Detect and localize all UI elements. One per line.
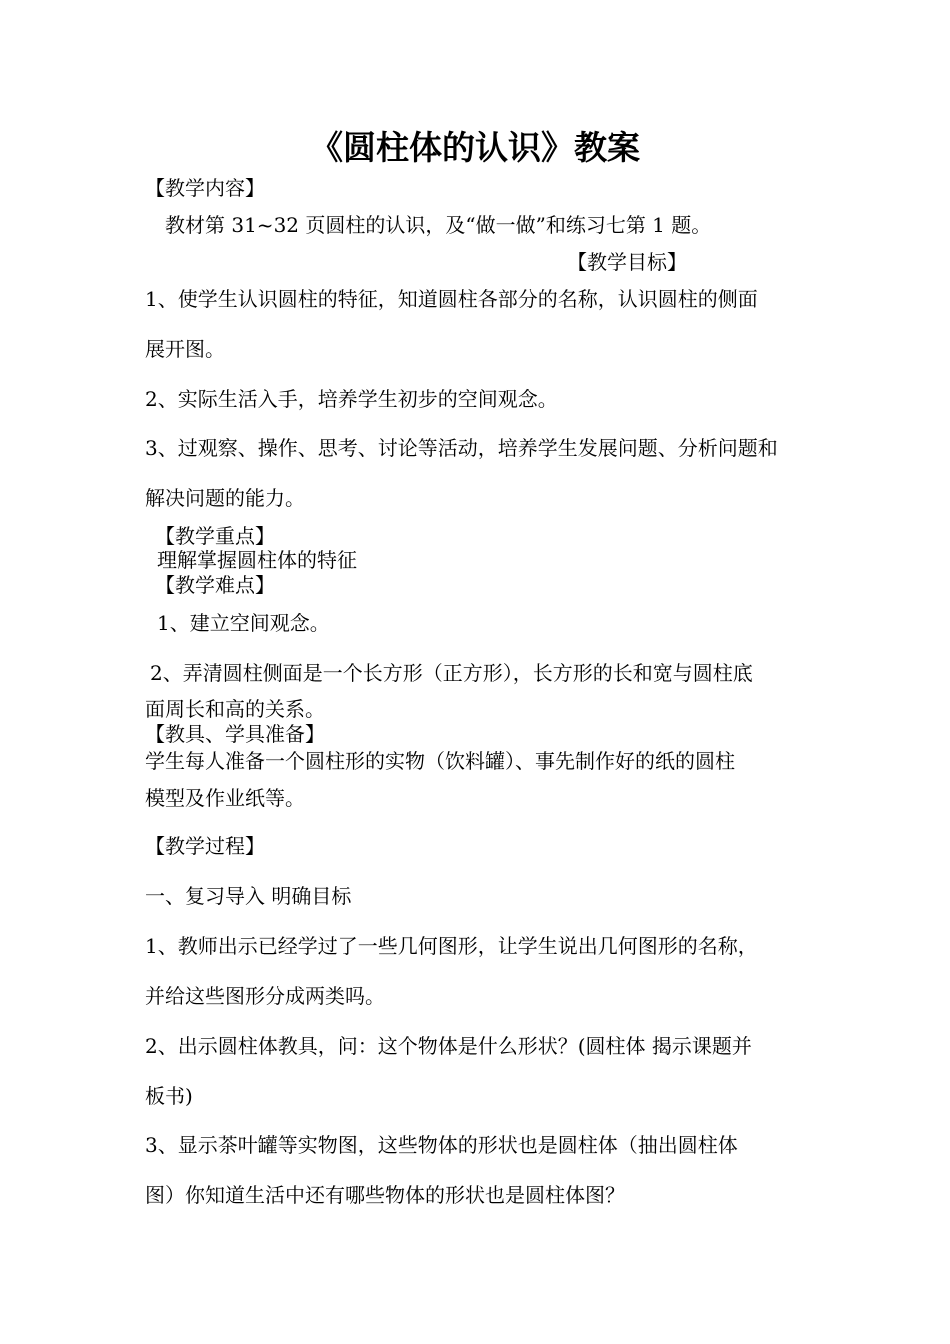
materials-line: 学生每人准备一个圆柱形的实物（饮料罐）、事先制作好的纸的圆柱 — [145, 749, 735, 773]
difficulty-heading: 【教学难点】 — [155, 573, 275, 597]
document-title: 《圆柱体的认识》教案 — [310, 128, 640, 167]
process-line: 一、复习导入 明确目标 — [145, 884, 352, 908]
key-point-heading: 【教学重点】 — [155, 524, 275, 548]
content-heading: 【教学内容】 — [145, 176, 265, 200]
objective-line: 展开图。 — [145, 337, 225, 361]
key-point-text: 理解掌握圆柱体的特征 — [157, 548, 357, 572]
objectives-heading: 【教学目标】 — [567, 250, 687, 274]
objective-line: 3、过观察、操作、思考、讨论等活动，培养学生发展问题、分析问题和 — [145, 436, 778, 460]
difficulty-line: 面周长和高的关系。 — [145, 697, 325, 721]
process-line: 并给这些图形分成两类吗。 — [145, 984, 385, 1008]
difficulty-line: 2、弄清圆柱侧面是一个长方形（正方形），长方形的长和宽与圆柱底 — [150, 661, 753, 685]
objective-line: 2、实际生活入手，培养学生初步的空间观念。 — [145, 387, 558, 411]
process-heading: 【教学过程】 — [145, 834, 265, 858]
process-line: 3、显示茶叶罐等实物图，这些物体的形状也是圆柱体（抽出圆柱体 — [145, 1133, 738, 1157]
materials-heading: 【教具、学具准备】 — [145, 722, 325, 746]
objective-line: 1、使学生认识圆柱的特征，知道圆柱各部分的名称，认识圆柱的侧面 — [145, 287, 758, 311]
process-line: 板书) — [145, 1084, 193, 1108]
content-text: 教材第 31~32 页圆柱的认识，及“做一做”和练习七第 1 题。 — [165, 213, 712, 237]
process-line: 1、教师出示已经学过了一些几何图形，让学生说出几何图形的名称， — [145, 934, 758, 958]
materials-line: 模型及作业纸等。 — [145, 786, 305, 810]
process-line: 图）你知道生活中还有哪些物体的形状也是圆柱体图？ — [145, 1183, 625, 1207]
difficulty-line: 1、建立空间观念。 — [157, 611, 330, 635]
process-line: 2、出示圆柱体教具，问：这个物体是什么形状？(圆柱体 揭示课题并 — [145, 1034, 752, 1058]
objective-line: 解决问题的能力。 — [145, 486, 305, 510]
